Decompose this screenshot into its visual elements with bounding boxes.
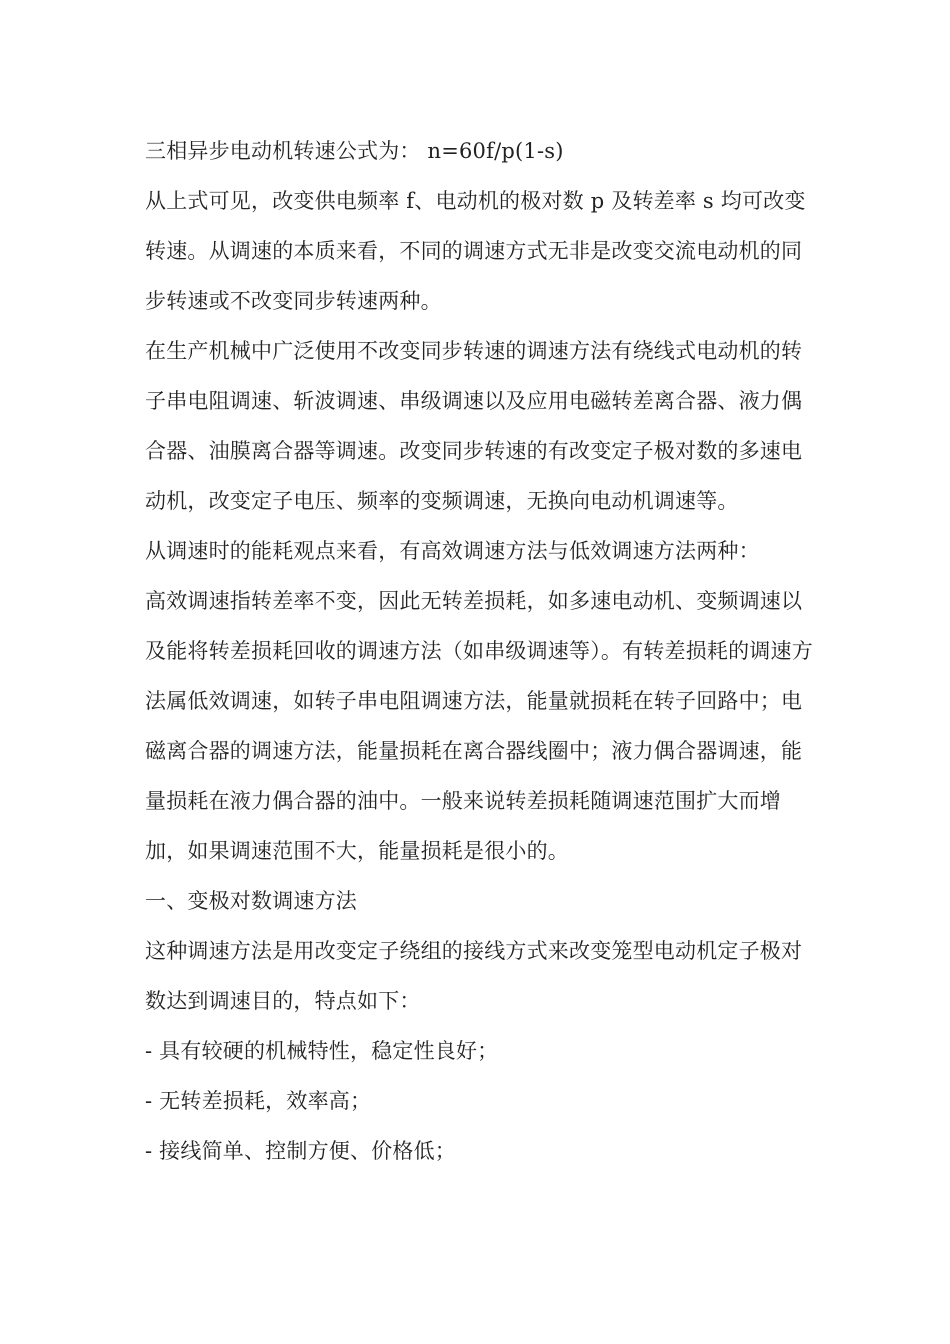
paragraph-formula: 三相异步电动机转速公式为： n=60f/p(1-s): [145, 139, 564, 163]
section-heading-pole-change: 一、变极对数调速方法: [145, 889, 357, 913]
paragraph-pole-change: 这种调速方法是用改变定子绕组的接线方式来改变笼型电动机定子极对数达到调速目的，特点如下：: [145, 939, 803, 1013]
list-item: - 无转差损耗，效率高；: [145, 1089, 372, 1113]
paragraph-speed-change: 从上式可见，改变供电频率 f、电动机的极对数 p 及转差率 s 均可改变转速。从调速的本质来看，不同的调速方式无非是改变交流电动机的同步转速或不改变同步转速两种。: [145, 189, 806, 313]
paragraph-efficiency: 高效调速指转差率不变，因此无转差损耗，如多速电动机、变频调速以及能将转差损耗回收的调速方法（如串级调速等）。有转差损耗的调速方法属低效调速，如转子串电阻调速方法，能量就损耗在转子回路中；电磁离合器的调速方法，能量损耗在离合器线圈中；液力偶合器调速，能量损耗在液力偶合器的油中。一般来说转差损耗随调速范围扩大而增加，如果调速范围不大，能量损耗是很小的。: [145, 589, 813, 863]
paragraph-methods: 在生产机械中广泛使用不改变同步转速的调速方法有绕线式电动机的转子串电阻调速、斩波调速、串级调速以及应用电磁转差离合器、液力偶合器、油膜离合器等调速。改变同步转速的有改变定子极对数的多速电动机，改变定子电压、频率的变频调速，无换向电动机调速等。: [145, 339, 803, 513]
list-item: - 接线简单、控制方便、价格低；: [145, 1139, 456, 1163]
paragraph-energy-view: 从调速时的能耗观点来看，有高效调速方法与低效调速方法两种：: [145, 539, 760, 563]
list-item: - 具有较硬的机械特性，稳定性良好；: [145, 1039, 499, 1063]
document-body: [145, 126, 820, 1176]
